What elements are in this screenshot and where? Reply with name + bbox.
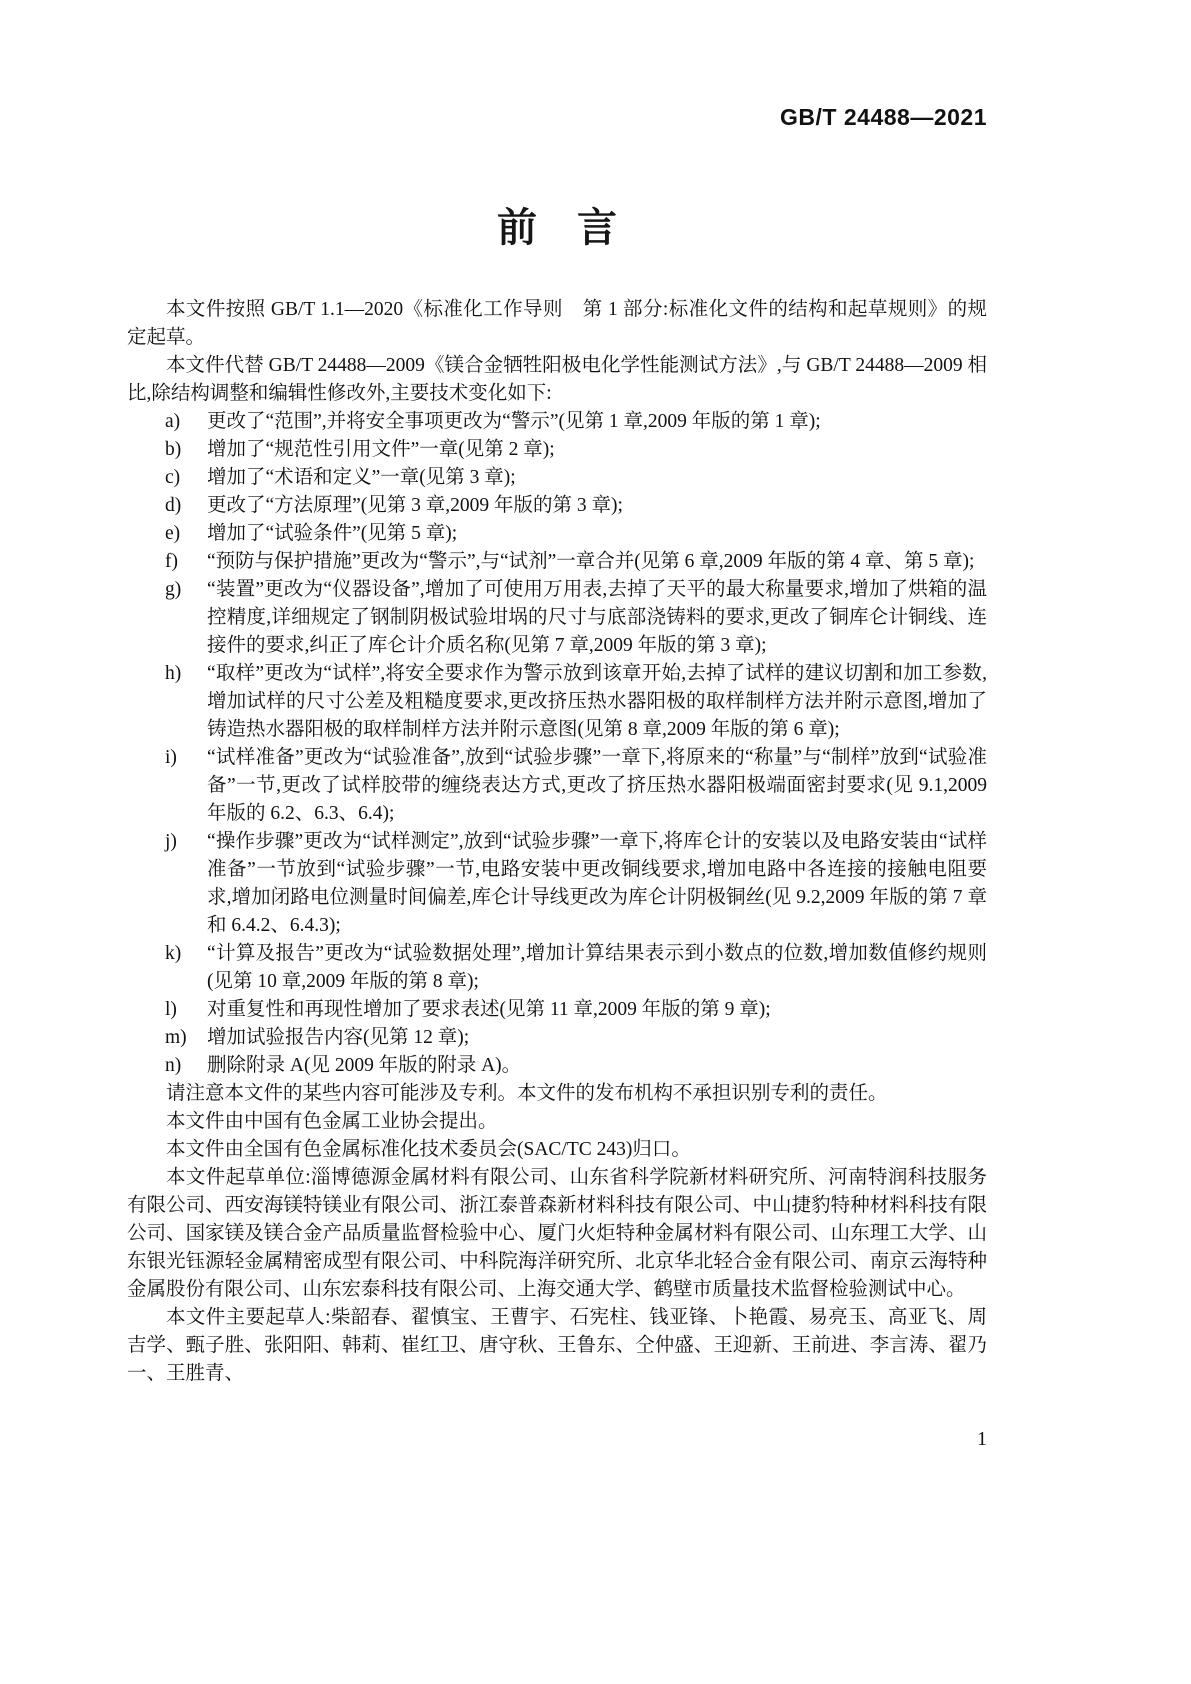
list-item-label: m) <box>165 1027 187 1048</box>
list-item-text: “预防与保护措施”更改为“警示”,与“试剂”一章合并(见第 6 章,2009 年版的第 4 章、第 5 章); <box>207 551 975 572</box>
page-title: 前 言 <box>497 206 617 250</box>
list-item-text: 增加了“规范性引用文件”一章(见第 2 章); <box>207 439 555 460</box>
list-item <box>127 576 987 660</box>
drafting-organizations-paragraph: 本文件起草单位:淄博德源金属材料有限公司、山东省科学院新材料研究所、河南特润科技服务有限公司、西安海镁特镁业有限公司、浙江泰普森新材料科技有限公司、中山捷豹特种材料科技有限公司、国家镁及镁合金产品质量监督检验中心、厦门火炬特种金属材料有限公司、山东理工大学、山东银光钰源轻金属精密成型有限公司、中科院海洋研究所、北京华北轻合金有限公司、南京云海特种金属股份有限公司、山东宏泰科技有限公司、上海交通大学、鹤壁市质量技术监督检验测试中心。 <box>127 1167 987 1300</box>
list-item-label: c) <box>165 467 181 488</box>
list-item-label: n) <box>165 1055 182 1076</box>
list-item <box>127 940 987 996</box>
list-item <box>127 548 987 576</box>
list-item-label: a) <box>165 411 181 432</box>
list-item <box>127 520 987 548</box>
list-item <box>127 436 987 464</box>
drafters-paragraph: 本文件主要起草人:柴韶春、翟慎宝、王曹宇、石宪柱、钱亚锋、卜艳霞、易亮玉、高亚飞、周吉学、甄子胜、张阳阳、韩莉、崔红卫、唐守秋、王鲁东、仝仲盛、王迎新、王前进、李言涛、翟乃一、王胜青、 <box>127 1307 987 1384</box>
list-item-text: 更改了“方法原理”(见第 3 章,2009 年版的第 3 章); <box>207 495 623 516</box>
list-item-label: b) <box>165 439 182 460</box>
list-item-text: “试样准备”更改为“试验准备”,放到“试验步骤”一章下,将原来的“称量”与“制样”放到“试验准备”一节,更改了试样胶带的缠绕表达方式,更改了挤压热水器阳极端面密封要求(见 9.1,2009 年版的 6.2、6.3、6.4); <box>207 747 987 824</box>
standard-number: GB/T 24488—2021 <box>780 104 987 130</box>
list-item-text: 更改了“范围”,并将安全事项更改为“警示”(见第 1 章,2009 年版的第 1 章); <box>207 411 821 432</box>
page-number: 1 <box>977 1428 987 1450</box>
list-item <box>127 660 987 744</box>
intro-paragraph: 本文件代替 GB/T 24488—2009《镁合金牺牲阳极电化学性能测试方法》,与 GB/T 24488—2009 相比,除结构调整和编辑性修改外,主要技术变化如下: <box>127 355 987 404</box>
patent-notice-paragraph: 请注意本文件的某些内容可能涉及专利。本文件的发布机构不承担识别专利的责任。 <box>166 1083 888 1104</box>
committee-paragraph: 本文件由全国有色金属标准化技术委员会(SAC/TC 243)归口。 <box>166 1139 691 1160</box>
list-item-label: i) <box>165 747 177 768</box>
document-body <box>127 296 987 1388</box>
list-item-text: 增加了“试验条件”(见第 5 章); <box>207 523 458 544</box>
list-item <box>127 492 987 520</box>
list-item <box>127 996 987 1024</box>
list-item <box>127 744 987 828</box>
list-item-text: “取样”更改为“试样”,将安全要求作为警示放到该章开始,去掉了试样的建议切割和加工参数,增加试样的尺寸公差及粗糙度要求,更改挤压热水器阳极的取样制样方法并附示意图,增加了铸造热水器阳极的取样制样方法并附示意图(见第 8 章,2009 年版的第 6 章); <box>207 663 987 740</box>
list-item-text: “装置”更改为“仪器设备”,增加了可使用万用表,去掉了天平的最大称量要求,增加了烘箱的温控精度,详细规定了钢制阴极试验坩埚的尺寸与底部浇铸料的要求,更改了铜库仑计铜线、连接件的要求,纠正了库仑计介质名称(见第 7 章,2009 年版的第 3 章); <box>207 579 987 656</box>
list-item-label: f) <box>165 551 178 572</box>
list-item-label: h) <box>165 663 182 684</box>
list-item-label: j) <box>165 831 177 852</box>
proposer-paragraph: 本文件由中国有色金属工业协会提出。 <box>166 1111 498 1132</box>
list-item-label: d) <box>165 495 182 516</box>
list-item <box>127 408 987 436</box>
intro-paragraph: 本文件按照 GB/T 1.1—2020《标准化工作导则 第 1 部分:标准化文件的结构和起草规则》的规定起草。 <box>127 299 987 348</box>
list-item-text: 对重复性和再现性增加了要求表述(见第 11 章,2009 年版的第 9 章); <box>207 999 771 1020</box>
list-item-label: g) <box>165 579 182 600</box>
list-item-text: “计算及报告”更改为“试验数据处理”,增加计算结果表示到小数点的位数,增加数值修约规则(见第 10 章,2009 年版的第 8 章); <box>207 943 987 992</box>
list-item-text: “操作步骤”更改为“试样测定”,放到“试验步骤”一章下,将库仑计的安装以及电路安装由“试样准备”一节放到“试验步骤”一节,电路安装中更改铜线要求,增加电路中各连接的接触电阻要求,增加闭路电位测量时间偏差,库仑计导线更改为库仑计阴极铜丝(见 9.2,2009 年版的第 7 章和 6.4.2、6.4.3); <box>207 831 987 936</box>
list-item-text: 增加试验报告内容(见第 12 章); <box>207 1027 470 1048</box>
list-item <box>127 464 987 492</box>
list-item <box>127 1052 987 1080</box>
list-item <box>127 1024 987 1052</box>
list-item <box>127 828 987 940</box>
list-item-label: l) <box>165 999 177 1020</box>
list-item-label: k) <box>165 943 182 964</box>
technical-changes-list <box>127 408 987 1080</box>
list-item-label: e) <box>165 523 181 544</box>
list-item-text: 删除附录 A(见 2009 年版的附录 A)。 <box>207 1055 522 1076</box>
list-item-text: 增加了“术语和定义”一章(见第 3 章); <box>207 467 516 488</box>
